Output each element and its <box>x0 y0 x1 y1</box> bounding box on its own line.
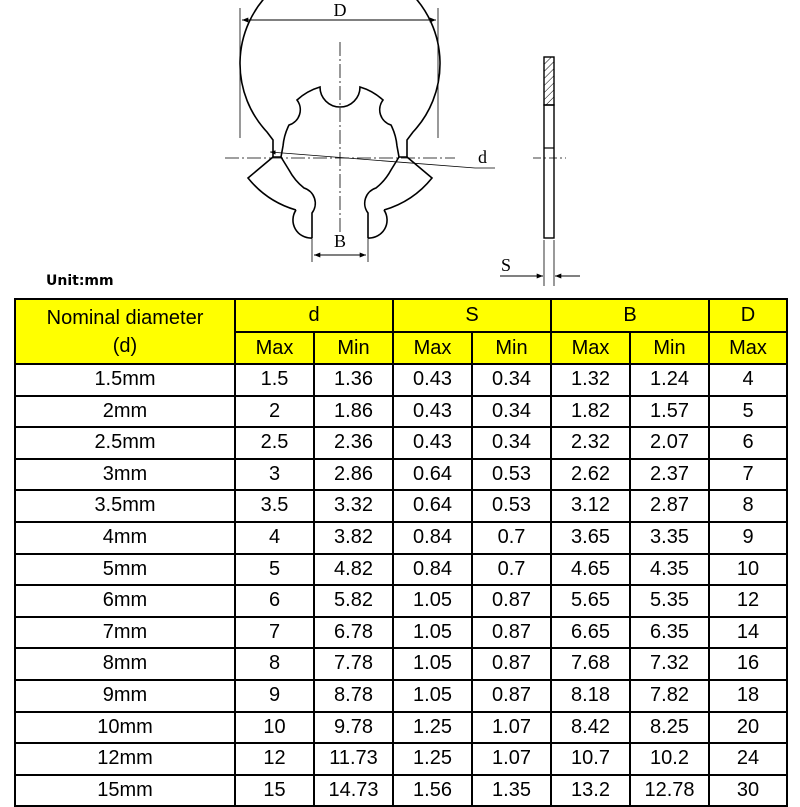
unit-label: Unit:mm <box>46 273 114 289</box>
subheader-d-min: Min <box>314 332 393 365</box>
subheader-s-min: Min <box>472 332 551 365</box>
cell-nominal: 1.5mm <box>15 364 235 396</box>
cell-d-max: 3.5 <box>235 490 314 522</box>
table-row <box>15 617 787 649</box>
table-row <box>15 680 787 712</box>
cell-s-max: 0.43 <box>393 396 472 428</box>
e-clip-right-lower-prong <box>365 157 399 238</box>
cell-d-max: 5 <box>235 554 314 586</box>
cell-nominal: 5mm <box>15 554 235 586</box>
cell-b-max: 8.42 <box>551 712 630 744</box>
cell-nominal: 3.5mm <box>15 490 235 522</box>
cell-outer-d-max: 18 <box>709 680 787 712</box>
inner-diameter-dimension-line <box>270 152 475 168</box>
subheader-b-max: Max <box>551 332 630 365</box>
cell-s-min: 0.34 <box>472 396 551 428</box>
cell-s-max: 1.05 <box>393 680 472 712</box>
subheader-outer-d-max: Max <box>709 332 787 365</box>
cell-d-max: 2.5 <box>235 427 314 459</box>
cell-b-min: 1.57 <box>630 396 709 428</box>
cell-s-max: 0.84 <box>393 554 472 586</box>
nominal-diameter-header-line2: (d) <box>112 334 138 357</box>
table-row <box>15 743 787 775</box>
cell-s-min: 1.35 <box>472 775 551 807</box>
cell-b-min: 2.87 <box>630 490 709 522</box>
cell-nominal: 2mm <box>15 396 235 428</box>
cell-b-max: 3.12 <box>551 490 630 522</box>
cell-d-min: 14.73 <box>314 775 393 807</box>
nominal-diameter-header <box>15 299 235 364</box>
cell-b-max: 1.82 <box>551 396 630 428</box>
cell-d-max: 3 <box>235 459 314 491</box>
cell-b-max: 4.65 <box>551 554 630 586</box>
cell-nominal: 7mm <box>15 617 235 649</box>
cell-b-max: 2.32 <box>551 427 630 459</box>
cell-nominal: 3mm <box>15 459 235 491</box>
gap-width-label: B <box>333 231 347 251</box>
cell-outer-d-max: 30 <box>709 775 787 807</box>
table-row <box>15 490 787 522</box>
cell-b-max: 6.65 <box>551 617 630 649</box>
cell-outer-d-max: 5 <box>709 396 787 428</box>
cell-d-min: 1.36 <box>314 364 393 396</box>
cell-s-max: 1.05 <box>393 617 472 649</box>
cell-outer-d-max: 24 <box>709 743 787 775</box>
cell-outer-d-max: 9 <box>709 522 787 554</box>
table-row <box>15 585 787 617</box>
subheader-s-max: Max <box>393 332 472 365</box>
cell-b-min: 10.2 <box>630 743 709 775</box>
cell-d-min: 2.36 <box>314 427 393 459</box>
e-clip-bottom-tip-right <box>368 210 387 238</box>
cell-s-max: 0.84 <box>393 522 472 554</box>
cell-s-min: 0.34 <box>472 427 551 459</box>
cell-s-min: 0.7 <box>472 522 551 554</box>
header-s: S <box>393 299 551 332</box>
cell-nominal: 9mm <box>15 680 235 712</box>
cell-outer-d-max: 20 <box>709 712 787 744</box>
cell-d-max: 2 <box>235 396 314 428</box>
cell-nominal: 8mm <box>15 648 235 680</box>
cell-nominal: 2.5mm <box>15 427 235 459</box>
header-outer-d: D <box>709 299 787 332</box>
nominal-diameter-header-line1: Nominal diameter <box>46 306 204 329</box>
cell-s-max: 0.43 <box>393 427 472 459</box>
cell-s-max: 0.64 <box>393 490 472 522</box>
cell-nominal: 12mm <box>15 743 235 775</box>
cell-d-max: 9 <box>235 680 314 712</box>
cell-d-min: 6.78 <box>314 617 393 649</box>
cell-d-min: 7.78 <box>314 648 393 680</box>
table-row <box>15 775 787 807</box>
e-clip-technical-drawing <box>0 0 800 300</box>
cell-nominal: 15mm <box>15 775 235 807</box>
cell-b-min: 8.25 <box>630 712 709 744</box>
table-row <box>15 554 787 586</box>
cell-b-max: 5.65 <box>551 585 630 617</box>
cell-s-min: 0.7 <box>472 554 551 586</box>
side-view-hatched-section-top <box>544 57 554 105</box>
cell-b-min: 5.35 <box>630 585 709 617</box>
cell-b-min: 3.35 <box>630 522 709 554</box>
table-row <box>15 364 787 396</box>
cell-s-max: 1.05 <box>393 648 472 680</box>
cell-b-max: 2.62 <box>551 459 630 491</box>
table-body <box>15 364 787 806</box>
e-clip-left-lower-prong <box>281 157 315 238</box>
table-row <box>15 459 787 491</box>
cell-s-min: 1.07 <box>472 712 551 744</box>
subheader-b-min: Min <box>630 332 709 365</box>
cell-outer-d-max: 4 <box>709 364 787 396</box>
cell-d-max: 10 <box>235 712 314 744</box>
cell-b-min: 2.07 <box>630 427 709 459</box>
cell-outer-d-max: 14 <box>709 617 787 649</box>
cell-outer-d-max: 7 <box>709 459 787 491</box>
cell-s-max: 1.56 <box>393 775 472 807</box>
cell-s-min: 0.34 <box>472 364 551 396</box>
cell-b-min: 6.35 <box>630 617 709 649</box>
cell-d-min: 5.82 <box>314 585 393 617</box>
cell-d-min: 11.73 <box>314 743 393 775</box>
cell-d-min: 2.86 <box>314 459 393 491</box>
cell-nominal: 6mm <box>15 585 235 617</box>
table-row <box>15 427 787 459</box>
thickness-label: S <box>501 255 512 275</box>
cell-d-max: 1.5 <box>235 364 314 396</box>
cell-d-min: 3.32 <box>314 490 393 522</box>
header-row-groups <box>15 299 787 332</box>
cell-s-max: 1.05 <box>393 585 472 617</box>
cell-nominal: 4mm <box>15 522 235 554</box>
cell-s-min: 0.87 <box>472 585 551 617</box>
cell-d-max: 7 <box>235 617 314 649</box>
cell-outer-d-max: 8 <box>709 490 787 522</box>
cell-b-min: 4.35 <box>630 554 709 586</box>
cell-s-max: 0.64 <box>393 459 472 491</box>
cell-outer-d-max: 16 <box>709 648 787 680</box>
cell-b-max: 8.18 <box>551 680 630 712</box>
cell-b-max: 7.68 <box>551 648 630 680</box>
cell-s-max: 1.25 <box>393 743 472 775</box>
cell-d-max: 8 <box>235 648 314 680</box>
e-clip-bottom-tip-left <box>293 210 312 238</box>
cell-b-max: 13.2 <box>551 775 630 807</box>
cell-s-min: 0.87 <box>472 648 551 680</box>
cell-b-min: 12.78 <box>630 775 709 807</box>
cell-d-max: 4 <box>235 522 314 554</box>
cell-s-min: 1.07 <box>472 743 551 775</box>
e-clip-right-leg <box>384 157 432 210</box>
side-view-body <box>544 105 554 238</box>
cell-d-min: 1.86 <box>314 396 393 428</box>
cell-s-max: 0.43 <box>393 364 472 396</box>
cell-nominal: 10mm <box>15 712 235 744</box>
table-row <box>15 712 787 744</box>
cell-d-min: 3.82 <box>314 522 393 554</box>
cell-b-max: 1.32 <box>551 364 630 396</box>
table-row <box>15 396 787 428</box>
subheader-d-max: Max <box>235 332 314 365</box>
table-row <box>15 522 787 554</box>
cell-b-min: 2.37 <box>630 459 709 491</box>
cell-s-min: 0.53 <box>472 459 551 491</box>
cell-d-min: 9.78 <box>314 712 393 744</box>
cell-outer-d-max: 10 <box>709 554 787 586</box>
cell-outer-d-max: 12 <box>709 585 787 617</box>
table-row <box>15 648 787 680</box>
cell-outer-d-max: 6 <box>709 427 787 459</box>
cell-d-min: 8.78 <box>314 680 393 712</box>
cell-s-max: 1.25 <box>393 712 472 744</box>
cell-b-max: 10.7 <box>551 743 630 775</box>
cell-s-min: 0.87 <box>472 617 551 649</box>
cell-d-min: 4.82 <box>314 554 393 586</box>
inner-diameter-label: d <box>478 147 487 167</box>
cell-d-max: 6 <box>235 585 314 617</box>
cell-s-min: 0.53 <box>472 490 551 522</box>
e-clip-left-leg <box>248 157 296 210</box>
dimensions-table <box>14 298 788 807</box>
header-d: d <box>235 299 393 332</box>
cell-s-min: 0.87 <box>472 680 551 712</box>
header-b: B <box>551 299 709 332</box>
cell-b-max: 3.65 <box>551 522 630 554</box>
cell-d-max: 15 <box>235 775 314 807</box>
cell-b-min: 1.24 <box>630 364 709 396</box>
cell-d-max: 12 <box>235 743 314 775</box>
cell-b-min: 7.32 <box>630 648 709 680</box>
outer-diameter-label: D <box>333 0 347 20</box>
cell-b-min: 7.82 <box>630 680 709 712</box>
